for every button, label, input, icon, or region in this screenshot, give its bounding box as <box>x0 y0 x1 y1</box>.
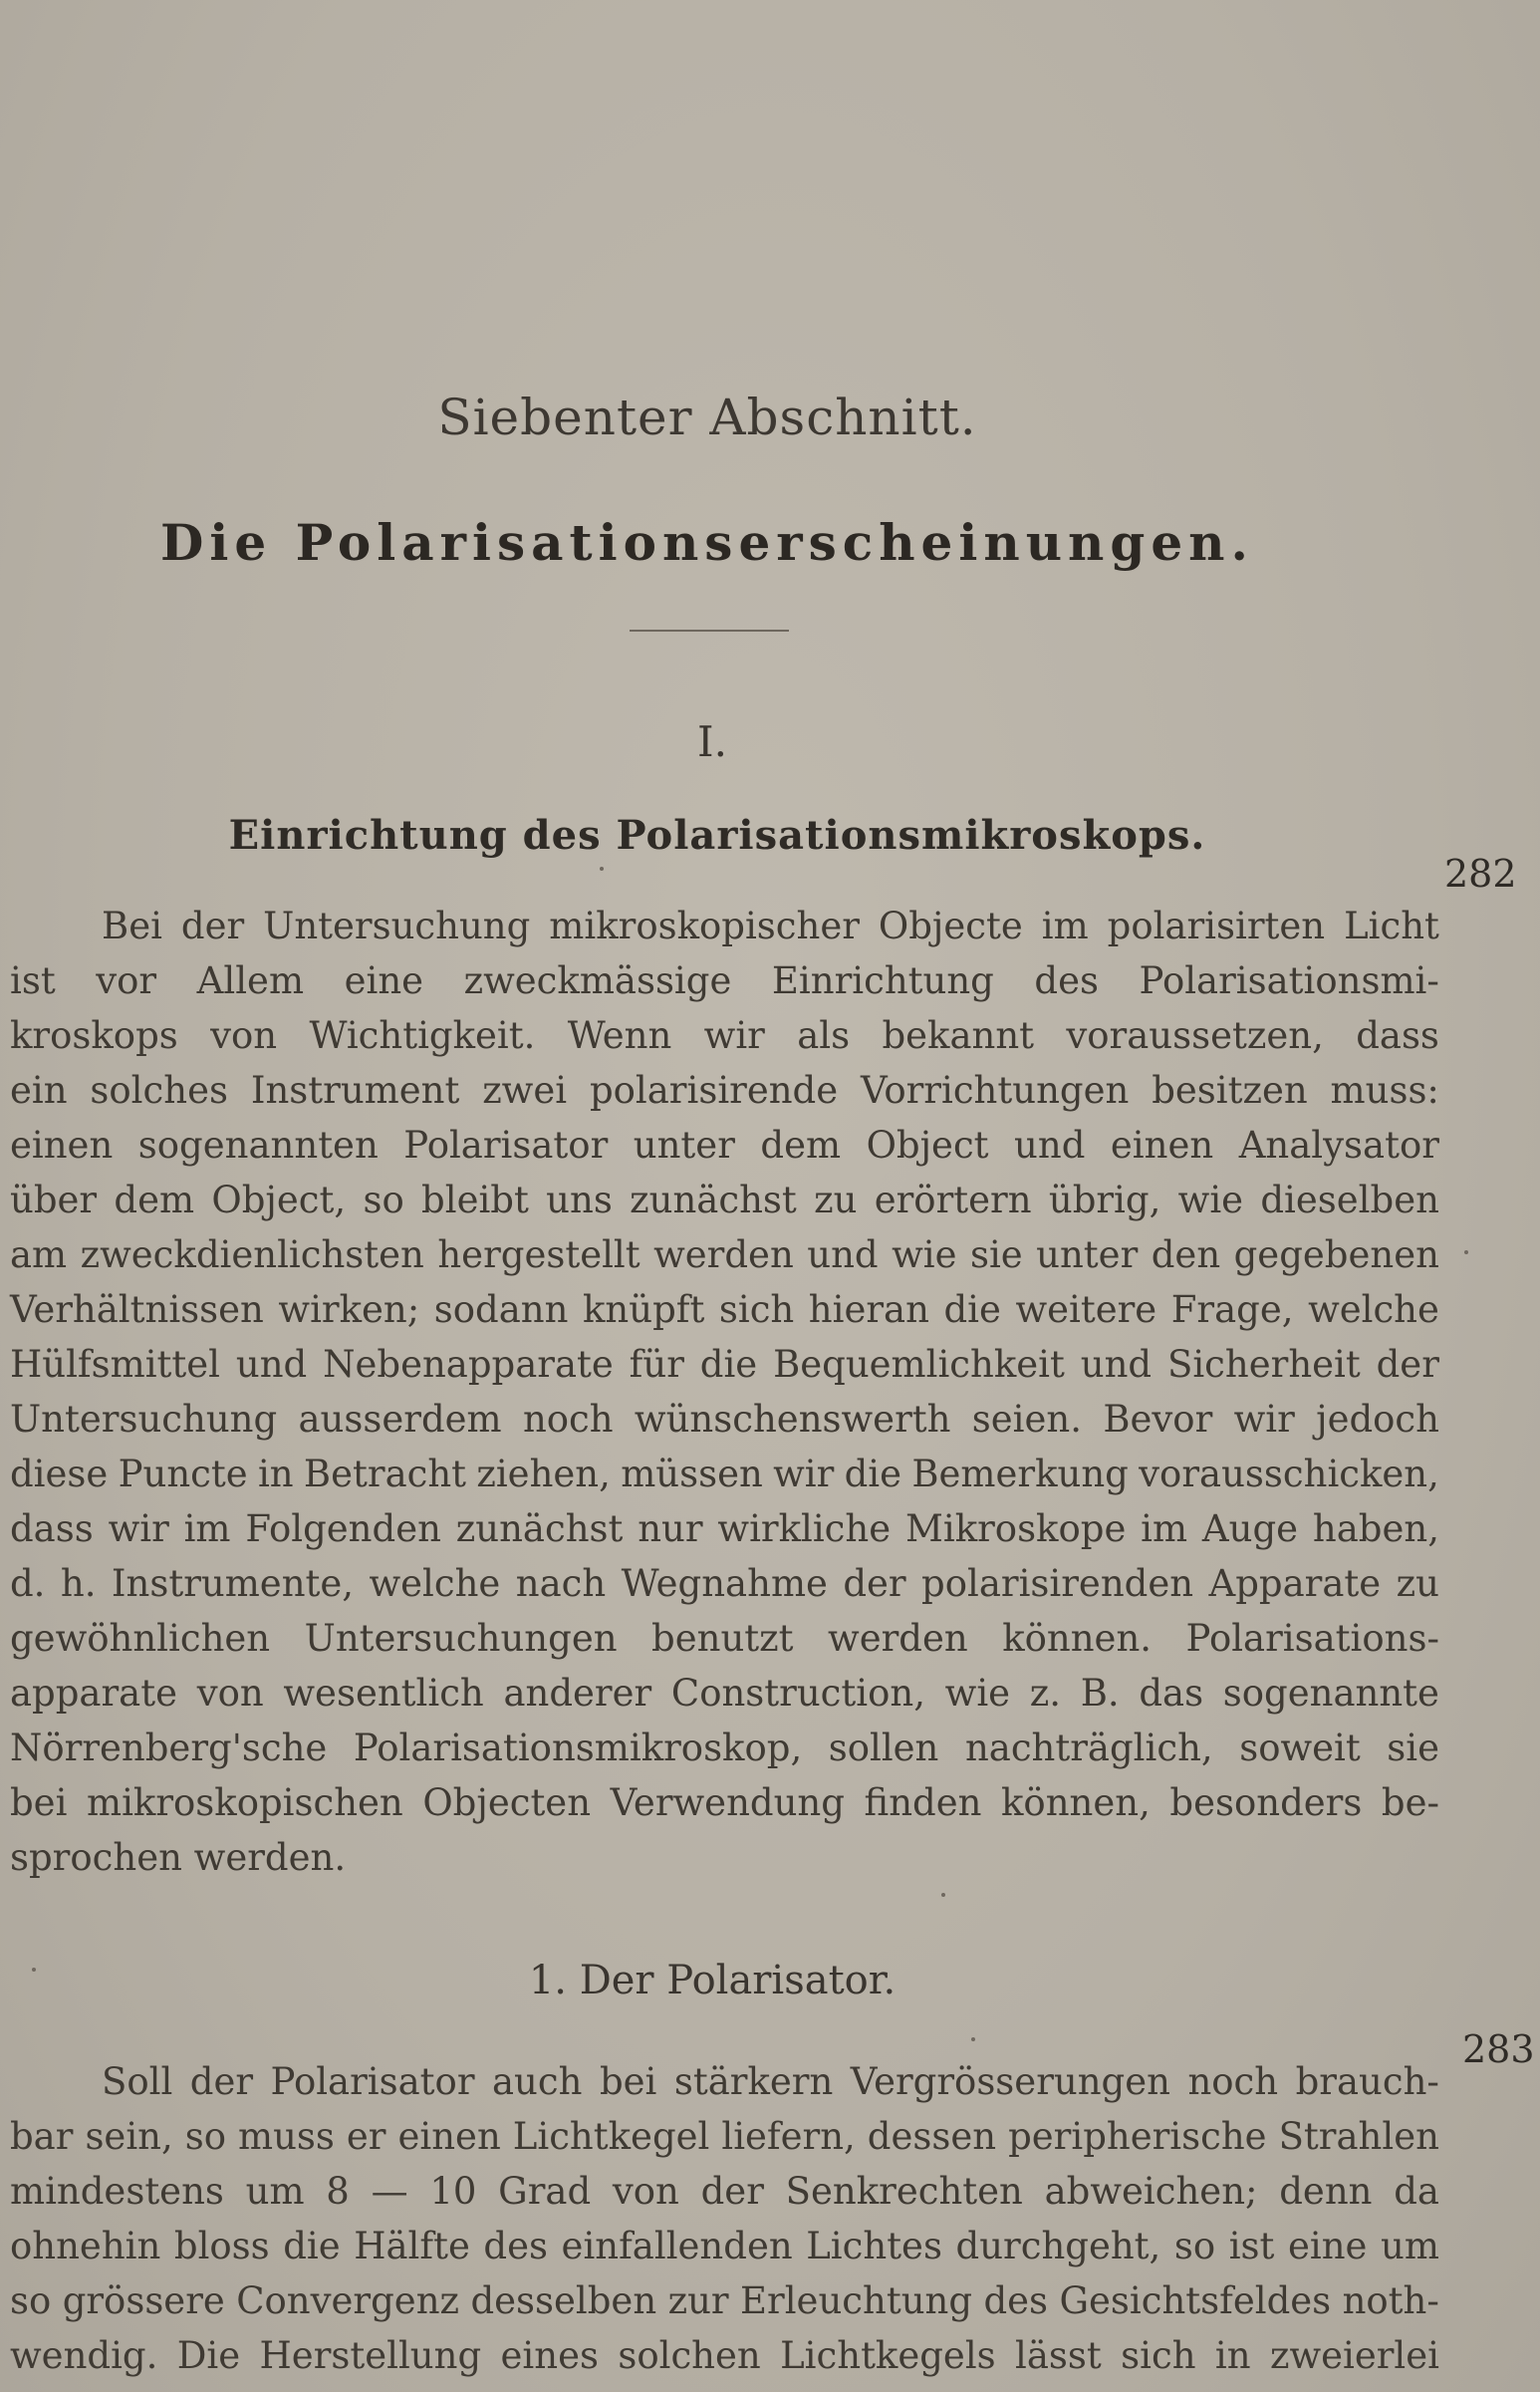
text-line: bei mikroskopischen Objecten Verwendung finden können, besonders be- <box>10 1781 1439 1824</box>
text-line: Hülfsmittel und Nebenapparate für die Bequemlichkeit und Sicherheit der <box>10 1343 1439 1386</box>
text-line: sprochen werden. <box>10 1836 347 1879</box>
text-line: dass wir im Folgenden zunächst nur wirkliche Mikroskope im Auge haben, <box>10 1507 1439 1550</box>
paragraph-2 <box>10 2054 1439 2383</box>
text-line: am zweckdienlichsten hergestellt werden und wie sie unter den gegebenen <box>10 1233 1439 1276</box>
ink-speck <box>941 1893 945 1897</box>
margin-number-282: 282 <box>1444 852 1517 896</box>
chapter-title: Die Polarisationserscheinungen. <box>160 513 1254 572</box>
text-line: apparate von wesentlich anderer Construction, wie z. B. das sogenannte <box>10 1672 1439 1715</box>
text-line: gewöhnlichen Untersuchungen benutzt werden können. Polarisations- <box>10 1617 1439 1660</box>
ink-speck <box>600 867 604 871</box>
text-line: einen sogenannten Polarisator unter dem Object und einen Analysator <box>10 1124 1439 1167</box>
text-line: ein solches Instrument zwei polarisirende Vorrichtungen besitzen muss: <box>10 1069 1439 1112</box>
text-line: mindestens um 8 — 10 Grad von der Senkrechten abweichen; denn da <box>10 2170 1439 2213</box>
text-line: Verhältnissen wirken; sodann knüpft sich hieran die weitere Frage, welche <box>10 1288 1439 1331</box>
text-line: Bei der Untersuchung mikroskopischer Objecte im polarisirten Licht <box>102 905 1439 947</box>
part-number: I. <box>697 717 727 766</box>
paragraph-1 <box>10 899 1439 1885</box>
ink-speck <box>1464 1250 1468 1254</box>
text-line: Soll der Polarisator auch bei stärkern Vergrösserungen noch brauch- <box>102 2060 1439 2103</box>
text-line: wendig. Die Herstellung eines solchen Lichtkegels lässt sich in zweierlei <box>10 2334 1439 2377</box>
text-line: über dem Object, so bleibt uns zunächst zu erörtern übrig, wie dieselben <box>10 1179 1439 1221</box>
text-line: diese Puncte in Betracht ziehen, müssen wir die Bemerkung vorausschicken, <box>10 1453 1439 1495</box>
text-line: d. h. Instrumente, welche nach Wegnahme der polarisirenden Apparate zu <box>10 1562 1439 1605</box>
margin-number-283: 283 <box>1462 2027 1535 2071</box>
ink-speck <box>32 1968 36 1972</box>
subsection-heading: 1. Der Polarisator. <box>528 1958 897 2003</box>
text-line: kroskops von Wichtigkeit. Wenn wir als bekannt voraussetzen, dass <box>10 1014 1439 1057</box>
ink-speck <box>971 2037 975 2041</box>
text-line: ist vor Allem eine zweckmässige Einrichtung des Polarisationsmi- <box>10 959 1439 1002</box>
divider-rule <box>630 630 789 632</box>
text-line: Untersuchung ausserdem noch wünschenswerth seien. Bevor wir jedoch <box>10 1398 1439 1441</box>
section-title: Siebenter Abschnitt. <box>437 389 977 446</box>
text-line: so grössere Convergenz desselben zur Erleuchtung des Gesichtsfeldes noth- <box>10 2279 1439 2322</box>
text-line: Nörrenberg'sche Polarisationsmikroskop, sollen nachträglich, soweit sie <box>10 1727 1439 1769</box>
text-line: ohnehin bloss die Hälfte des einfallenden Lichtes durchgeht, so ist eine um <box>10 2225 1439 2267</box>
part-heading: Einrichtung des Polarisationsmikroskops. <box>228 812 1206 859</box>
text-line: bar sein, so muss er einen Lichtkegel liefern, dessen peripherische Strahlen <box>10 2115 1439 2158</box>
